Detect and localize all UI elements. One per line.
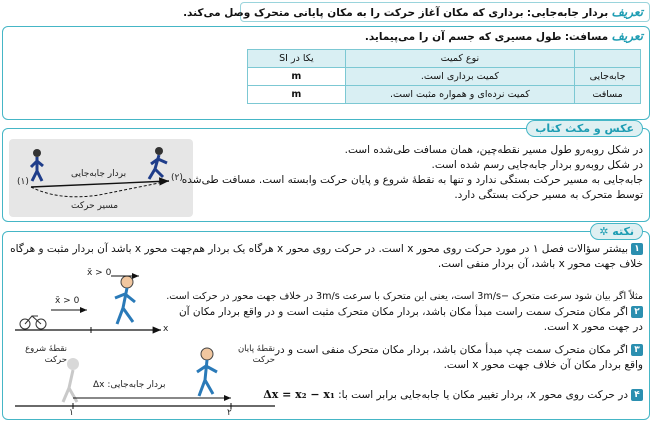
note-item-4: ۴در حرکت روی محور x، بردار تغییر مکان یا جابه‌جایی برابر است با: Δx = x₂ − x₁ bbox=[293, 387, 643, 403]
displacement-arrow bbox=[31, 181, 169, 187]
definition-distance-box bbox=[2, 26, 650, 120]
point-1-label: (۱) bbox=[17, 177, 29, 187]
note-item-1-example: مثلاً اگر بیان شود سرعت متحرک −3m/s است، یعنی این متحرک با سرعت 3m/s در خلاف جهت محور در حرکت است. bbox=[166, 291, 643, 302]
motion-figure bbox=[9, 139, 193, 217]
point-2-label: (۲) bbox=[171, 173, 183, 183]
item-number: ۱ bbox=[631, 243, 643, 255]
position-vector-label-1: x̄ > 0 bbox=[87, 268, 112, 278]
definition-displacement bbox=[183, 2, 650, 22]
snowflake-icon: ✲ bbox=[599, 225, 609, 238]
book-figure-ribbon: عکس و مکث کتاب bbox=[526, 120, 643, 137]
item-number: ۳ bbox=[631, 344, 643, 356]
displacement-formula: Δx = x₂ − x₁ bbox=[263, 388, 335, 401]
position-diagram bbox=[11, 268, 171, 340]
displacement-label: بردار جابه‌جایی bbox=[71, 169, 127, 179]
note-item-3: ۳اگر مکان متحرک سمت چپ مبدأ مکان باشد، بردار مکان متحرک منفی است و در واقع بردار مکان آن خلاف جهت محور x است. bbox=[274, 344, 643, 371]
note-item-1: ۱بیشتر سؤالات فصل ۱ در مورد حرکت روی محور x است. در حرکت روی محور x هرگاه یک بردار هم‌جهت محور x باشد آن بردار مثبت و هرگاه خلاف جهت محور x باشد، آن بردار منفی است. bbox=[10, 243, 643, 270]
runner-start-icon bbox=[31, 149, 43, 181]
position-figure bbox=[11, 268, 171, 340]
si-units-table bbox=[247, 49, 641, 104]
walker-icon bbox=[197, 348, 217, 396]
definition-text: طول مسیری که جسم آن را می‌پیماید. bbox=[364, 31, 562, 43]
end-point-label: نقطهٔ پایان حرکت bbox=[237, 344, 275, 365]
item-number: ۴ bbox=[631, 389, 643, 401]
note-item-2: ۲اگر مکان متحرک سمت راست مبدأ مکان باشد، بردار مکان متحرک مثبت است و در واقع بردار مکان آن در جهت محور x است. bbox=[178, 306, 643, 333]
position-vector-label-2: x̄ > 0 bbox=[55, 296, 80, 306]
displacement-figure bbox=[11, 344, 279, 418]
definition-text: برداری که مکان آغاز حرکت را به مکان پایانی متحرک وصل می‌کند. bbox=[183, 7, 524, 19]
definition-term: بردار جابه‌جایی: bbox=[526, 7, 609, 19]
point-1-label: ۱ bbox=[69, 408, 74, 418]
table-row: نوع کمیت یکا در SI bbox=[248, 50, 641, 68]
point-2-label: ۲ bbox=[227, 408, 232, 418]
path-label: مسیر حرکت bbox=[71, 201, 119, 211]
table-row: مسافت کمیت نرده‌ای و همواره مثبت است. m bbox=[248, 86, 641, 104]
bicycle-icon bbox=[20, 316, 46, 329]
start-point-label: نقطهٔ شروع حرکت bbox=[25, 344, 67, 365]
note-ribbon: ✲ نکته bbox=[590, 223, 643, 240]
x-axis-label: x bbox=[163, 324, 169, 334]
definition-tag: تعریف bbox=[611, 29, 643, 43]
displacement-label: بردار جابه‌جایی: Δx bbox=[93, 380, 166, 390]
item-number: ۲ bbox=[631, 306, 643, 318]
book-figure-box bbox=[2, 122, 650, 222]
definition-term: مسافت: bbox=[564, 31, 609, 43]
table-row: جابه‌جایی کمیت برداری است. m bbox=[248, 68, 641, 86]
definition-tag: تعریف bbox=[611, 5, 643, 19]
note-box bbox=[2, 225, 650, 420]
walker-icon bbox=[115, 276, 135, 324]
runner-end-icon bbox=[149, 147, 167, 179]
figure-explanation: در شکل روبه‌رو طول مسیر نقطه‌چین، همان مسافت طی‌شده است. در شکل روبه‌رو بردار جابه‌جایی رسم شده است. جابه‌جایی به مسیر حرکت بستگی ندارد و تنها به نقطهٔ شروع و پایان حرکت وابسته است. مسافت طی‌شده توسط متحرک به مسیر حرکت بستگی دارد. bbox=[181, 144, 643, 201]
